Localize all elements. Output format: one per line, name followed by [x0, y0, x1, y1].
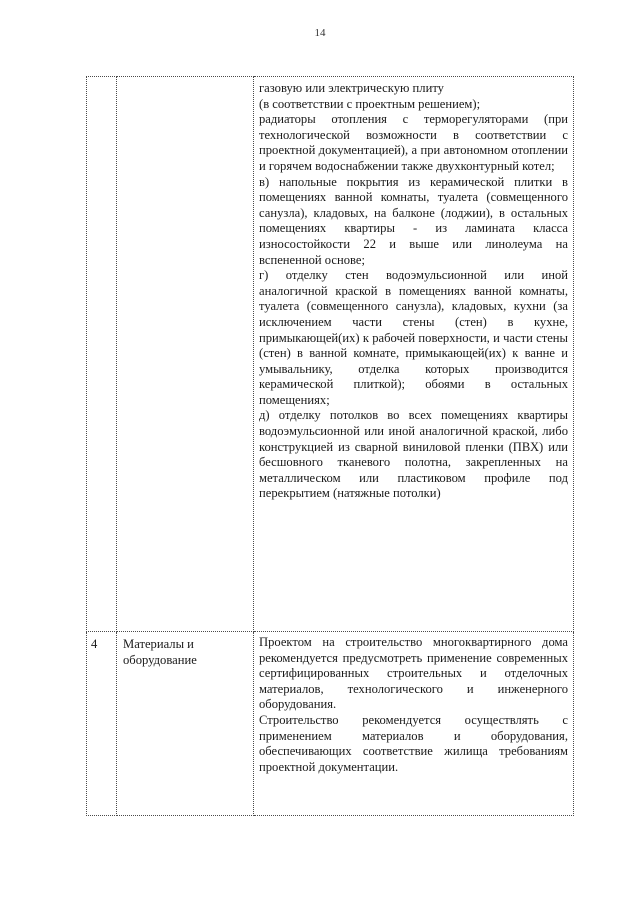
- row-number-cell: 4: [87, 632, 117, 816]
- page-number: 14: [314, 27, 326, 39]
- table-row: [87, 77, 574, 632]
- row-title-cell: [117, 77, 254, 632]
- row-content-cell: [254, 77, 574, 632]
- table-row: [87, 632, 574, 816]
- content-line: газовую или электрическую плиту: [259, 81, 444, 95]
- row-content-cell: [254, 632, 574, 816]
- row-number-cell: [87, 77, 117, 632]
- requirements-table: [86, 76, 574, 816]
- content-paragraph: Строительство рекомендуется осуществлять с применением материалов и оборудования, обеспечивающих соответствие жилища требованиям проектной документации.: [259, 712, 568, 774]
- content-line: (в соответствии с проектным решением);: [259, 96, 481, 111]
- content-line: г) отделку стен водоэмульсионной или иной аналогичной краской в помещениях ванной комнаты, туалета (совмещенного санузла), кладовых, кухни (за исключением части стены (стен) в кухне, примыкающей(их) к рабочей поверхности, и части стены (стен) в ванной комнате, примыкающей(их) к ванне и умывальнику, отделка которых производится керамической плиткой); обоями в остальных помещениях;: [259, 268, 568, 407]
- content-line: в) напольные покрытия из керамической плитки в помещениях ванной комнаты, туалета (совмещенного санузла), кладовых, на балконе (лоджии), в остальных помещениях квартиры - из ламината класса износостойкости 22 и выше или линолеума на вспененной основе;: [259, 174, 568, 267]
- content-line: д) отделку потолков во всех помещениях квартиры водоэмульсионной или иной аналогичной краской, либо конструкцией из сварной виниловой пленки (ПВХ) или бесшовного тканевого полотна, закрепленных на металлическом или пластиковом профиле под перекрытием (натяжные потолки): [259, 408, 568, 501]
- content-paragraph: Проектом на строительство многоквартирного дома рекомендуется предусмотреть применение современных сертифицированных строительных и отделочных материалов, технологического и инженерного оборудования.: [259, 635, 568, 712]
- content-line: радиаторы отопления с терморегуляторами (при технологической возможности в соответствии с проектной документацией), а при автономном отоплении и горячем водоснабжении также двухконтурный котел;: [259, 112, 568, 173]
- row-title-cell: Материалы и оборудование: [117, 632, 254, 816]
